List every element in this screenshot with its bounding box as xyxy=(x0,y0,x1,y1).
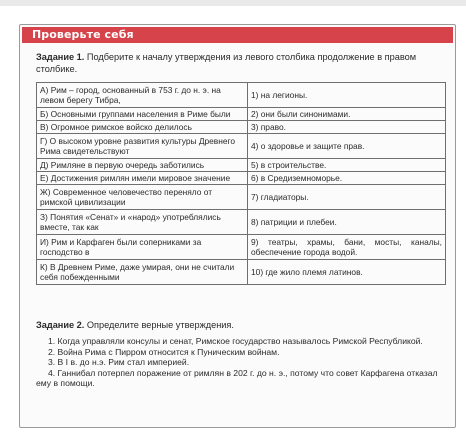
table-row xyxy=(37,121,446,134)
row-ending: 7) гладиаторы. xyxy=(248,185,446,210)
matching-table xyxy=(36,82,446,285)
statements-list xyxy=(36,336,448,389)
table-row xyxy=(37,159,446,172)
task1-text: Подберите к началу утверждения из левого столбика продолжение в правом столбике. xyxy=(36,52,417,74)
row-ending: 1) на легионы. xyxy=(248,83,446,108)
section-title: Проверьте себя xyxy=(32,28,134,41)
row-ending: 2) они были синонимами. xyxy=(248,108,446,121)
list-item: 4. Ганнибал потерпел поражение от римлян в 202 г. до н. э., потому что совет Карфагена отказал ему в помощи. xyxy=(36,367,438,389)
task1-instructions xyxy=(36,51,450,75)
list-item: 2. Война Рима с Пирром относится к Пуническим войнам. xyxy=(48,346,280,357)
list-item: 3. В I в. до н.э. Рим стал империей. xyxy=(48,357,190,368)
task2-instructions xyxy=(36,319,450,331)
row-ending: 10) где жило племя латинов. xyxy=(248,260,446,285)
task1-label: Задание 1. xyxy=(36,52,85,62)
row-ending: 4) о здоровье и защите прав. xyxy=(248,134,446,159)
table-row xyxy=(37,134,446,159)
table-row xyxy=(37,108,446,121)
row-start: З) Понятия «Сенат» и «народ» употреблялись вместе, так как xyxy=(37,210,248,235)
row-ending: 8) патриции и плебеи. xyxy=(248,210,446,235)
row-ending: 3) право. xyxy=(248,121,446,134)
row-start: А) Рим – город, основанный в 753 г. до н. э. на левом берегу Тибра, xyxy=(37,83,248,108)
task2-label: Задание 2. xyxy=(36,320,85,330)
row-start: Ж) Современное человечество переняло от римской цивилизации xyxy=(37,185,248,210)
table-row xyxy=(37,185,446,210)
row-ending: 5) в строительстве. xyxy=(248,159,446,172)
task2-text: Определите верные утверждения. xyxy=(86,320,234,330)
row-start: В) Огромное римское войско делилось xyxy=(37,121,248,134)
list-item: 1. Когда управляли консулы и сенат, Римское государство называлось Римской Республикой. xyxy=(48,336,423,346)
table-row xyxy=(37,172,446,185)
row-start: Д) Римляне в первую очередь заботились xyxy=(37,159,248,172)
row-start: И) Рим и Карфаген были соперниками за господство в xyxy=(37,235,248,260)
table-row xyxy=(37,83,446,108)
row-ending: 9) театры, храмы, бани, мосты, каналы, обеспечение города водой. xyxy=(248,235,446,260)
row-ending: 6) в Средиземноморье. xyxy=(248,172,446,185)
table-row xyxy=(37,260,446,285)
row-start: Г) О высоком уровне развития культуры Древнего Рима свидетельствуют xyxy=(37,134,248,159)
table-row xyxy=(37,235,446,260)
table-row xyxy=(37,210,446,235)
top-border xyxy=(0,0,466,6)
section-header xyxy=(22,27,453,43)
row-start: К) В Древнем Риме, даже умирая, они не считали себя побежденными xyxy=(37,260,248,285)
row-start: Б) Основными группами населения в Риме были xyxy=(37,108,248,121)
row-start: Е) Достижения римлян имели мировое значение xyxy=(37,172,248,185)
